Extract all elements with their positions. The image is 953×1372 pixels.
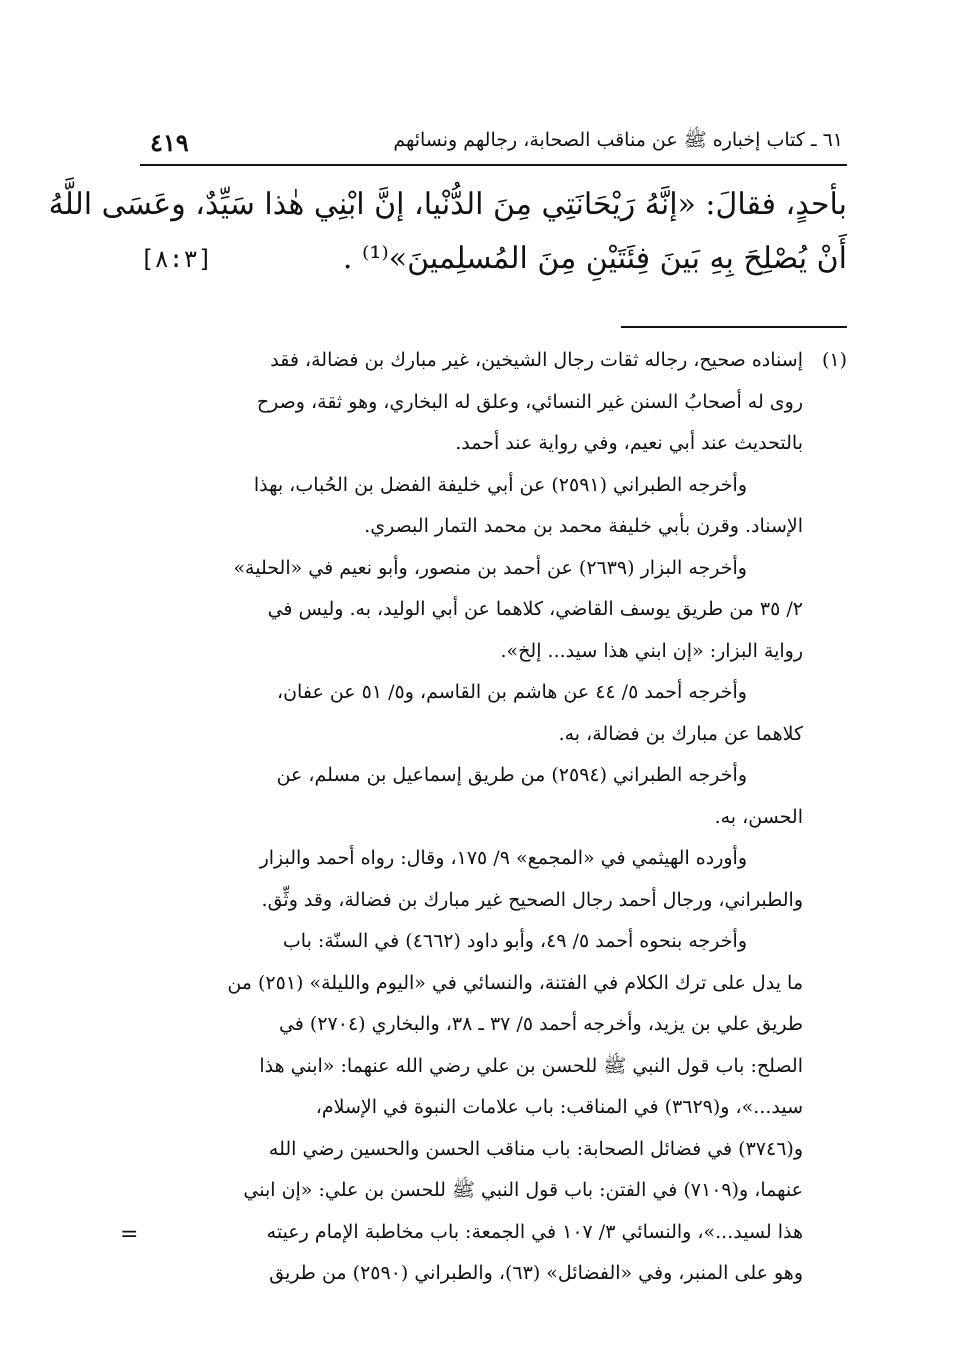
main-text-line: [140, 232, 847, 286]
footnote-line: إسناده صحيح، رجاله ثقات رجال الشيخين، غير مبارك بن فضالة، فقد: [270, 349, 803, 371]
header-title: ٦١ ـ كتاب إخباره ﷺ عن مناقب الصحابة، رجالهم ونسائهم: [393, 129, 843, 151]
footnote-line: والطبراني، ورجال أحمد رجال الصحيح غير مبارك بن فضالة، وقد وثِّق.: [261, 888, 803, 911]
footnote-line: رواية البزار: «إن ابني هذا سيد... إلخ».: [500, 639, 803, 662]
header-rule: [140, 164, 847, 166]
footnote-paragraph: [146, 465, 847, 1295]
footnote-line: كلاهما عن مبارك بن فضالة، به.: [558, 722, 803, 745]
footnote-1: [146, 340, 847, 465]
footnote-line: ٢/ ٣٥ من طريق يوسف القاضي، كلاهما عن أبي الوليد، به. وليس في: [267, 598, 803, 620]
footnote-line: الحسن، به.: [714, 805, 803, 828]
running-header: [150, 122, 843, 162]
page-number: ٤١٩: [150, 127, 189, 157]
footnote-separator: [621, 326, 847, 328]
footnote-line: وأخرجه البزار (٢٦٣٩) عن أحمد بن منصور، وأبو نعيم في «الحلية»: [233, 556, 747, 579]
main-text-line: بأحدٍ، فقالَ: «إنَّهُ رَيْحَانَتِي مِنَ الدُّنْيا، إنَّ ابْنِي هٰذا سَيِّدٌ، وعَسَى اللَّهُ: [48, 187, 847, 222]
footnote-line: سيد...»، و(٣٦٢٩) في المناقب: باب علامات النبوة في الإسلام،: [315, 1096, 803, 1118]
continuation-mark: =: [120, 1222, 139, 1247]
main-text-line-content: أَنْ يُصْلِحَ بِهِ بَينَ فِئَتَيْنِ مِنَ المُسلِمينَ»⁽¹⁾ .: [342, 241, 847, 276]
footnote-line: وأخرجه بنحوه أحمد ٥/ ٤٩، وأبو داود (٤٦٦٢) في السنّة: باب: [282, 930, 747, 952]
footnote-line: بالتحديث عند أبي نعيم، وفي رواية عند أحمد.: [455, 432, 803, 454]
footnote-line: و(٣٧٤٦) في فضائل الصحابة: باب مناقب الحسن والحسين رضي الله: [268, 1137, 803, 1160]
footnote-line: ما يدل على ترك الكلام في الفتنة، والنسائي في «اليوم والليلة» (٢٥١) من: [227, 971, 803, 994]
footnote-line: طريق علي بن يزيد، وأخرجه أحمد ٥/ ٣٧ ـ ٣٨، والبخاري (٢٧٠٤) في: [278, 1013, 803, 1035]
footnotes: [146, 340, 847, 1295]
footnote-line: هذا لسيد...»، والنسائي ٣/ ١٠٧ في الجمعة: باب مخاطبة الإمام رعيته: [266, 1220, 803, 1243]
main-text: [48, 178, 847, 286]
footnote-marker: (١): [821, 349, 847, 371]
footnote-line: وأورده الهيثمي في «المجمع» ٩/ ١٧٥، وقال: رواه أحمد والبزار: [259, 847, 747, 869]
footnote-body: [146, 340, 803, 465]
footnote-line: الإسناد. وقرن بأبي خليفة محمد بن محمد التمار البصري.: [364, 515, 803, 537]
footnote-line: عنهما، و(٧١٠٩) في الفتن: باب قول النبي ﷺ للحسن بن علي: «إن ابني: [243, 1179, 803, 1201]
footnote-line: وهو على المنبر، وفي «الفضائل» (٦٣)، والطبراني (٢٥٩٠) من طريق: [269, 1262, 803, 1284]
footnote-line: وأخرجه الطبراني (٢٥٩٤) من طريق إسماعيل بن مسلم، عن: [276, 764, 747, 786]
footnote-line: روى له أصحابُ السنن غير النسائي، وعلق له البخاري، وهو ثقة، وصرح: [256, 390, 803, 413]
footnote-line: وأخرجه أحمد ٥/ ٤٤ عن هاشم بن القاسم، و٥/ ٥١ عن عفان،: [276, 681, 747, 703]
hadith-reference: [٨:٣]: [140, 245, 213, 273]
footnote-line: الصلح: باب قول النبي ﷺ للحسن بن علي رضي الله عنهما: «ابني هذا: [259, 1054, 803, 1077]
footnote-line: وأخرجه الطبراني (٢٥٩١) عن أبي خليفة الفضل بن الحُباب، بهذا: [253, 473, 747, 496]
